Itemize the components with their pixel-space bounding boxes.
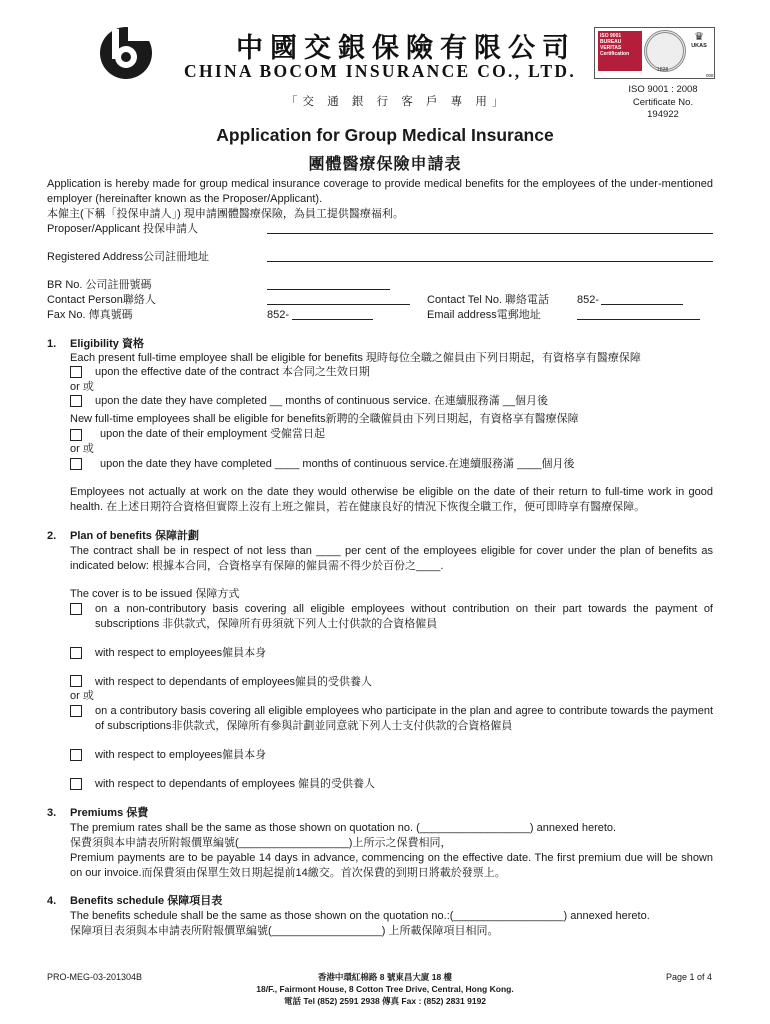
company-name-en: CHINA BOCOM INSURANCE CO., LTD. [184,61,577,81]
section-3-heading: Premiums 保費 [70,807,149,819]
br-field[interactable] [267,289,390,290]
eligibility-months-checkbox[interactable] [70,395,82,407]
section-4-heading: Benefits schedule 保障項目表 [70,895,223,907]
new-months-checkbox[interactable] [70,458,82,470]
non-contributory-checkbox[interactable] [70,603,82,615]
certificate-number: Certificate No. 194922 [632,96,694,120]
address-cn: 香港中環紅棉路 8 號東昌大廈 18 樓 [317,972,453,982]
benefits-schedule-cn: 保障項目表須與本申請表所附報價單編號(__________________) 上所載保障項目相同。 [70,925,499,937]
bureau-veritas-seal-icon [644,30,686,72]
non-contrib-dependants-checkbox[interactable] [70,675,82,687]
ukas-logo [688,31,710,49]
intro-en: Application is hereby made for group medical insurance coverage to provide medical benefits for the employees of the under-mentioned employer (hereinafter known as the Proposer/Applicant). [47,178,713,205]
section-2-heading: Plan of benefits 保障計劃 [70,530,199,542]
certification-logos [594,27,715,79]
proposer-field[interactable] [267,233,713,234]
tel-prefix: 852- [577,294,600,306]
form-title-cn: 團體醫療保險申請表 [308,156,462,173]
section-2-number: 2. [47,530,57,542]
fax-prefix: 852- [267,309,290,321]
non-contributory-label: on a non-contributory basis covering all eligible employees without contribution on their part towards the payment of subscriptions 非供款式，保障所有毋須就下列人士付供款的合資格僱員 [95,603,713,630]
seal-year: 1828 [657,67,669,73]
tel-label: Contact Tel No. 聯絡電話 [427,294,550,306]
fax-label: Fax No. 傳真號碼 [47,309,133,321]
benefits-schedule-text: The benefits schedule shall be the same as those shown on the quotation no.:(__________________) annexed hereto. [70,910,650,922]
eligibility-new-text: New full-time employees shall be eligible for benefits新聘的全職僱員由下列日期起，有資格享有醫療保障 [70,413,579,425]
br-label: BR No. 公司註冊號碼 [47,279,152,291]
section-1-number: 1. [47,338,57,350]
address-en: 18/F., Fairmont House, 8 Cotton Tree Drive, Central, Hong Kong. [256,984,514,994]
contact-person-field[interactable] [267,304,410,305]
eligibility-note: Employees not actually at work on the date they would otherwise be eligible on the date of their return to full-time work in good health. 在上述日期符合資格但實際上沒有上班之僱員，若在健康良好的情況下恢復全職工作，便可即時享有醫療保障。 [70,486,713,513]
eligibility-present-text: Each present full-time employee shall be eligible for benefits 現時每位全職之僱員由下列日期起，有資格享有醫療保障 [70,352,641,364]
crown-icon: ♛ [694,31,704,43]
or-text: or 或 [70,690,94,702]
iso-standard: ISO 9001 : 2008 [628,84,698,95]
company-name-cn: 中國交銀保險有限公司 [236,33,576,64]
premium-quotation-text: The premium rates shall be the same as those shown on quotation no. (__________________) annexed hereto. [70,822,617,834]
eligibility-effective-date-checkbox[interactable] [70,366,82,378]
fax-field[interactable] [292,319,373,320]
or-text: or 或 [70,443,94,455]
address-field[interactable] [267,261,713,262]
email-label: Email address電郵地址 [427,309,541,321]
bocom-logo-icon [98,25,154,81]
proposer-label: Proposer/Applicant 投保申請人 [47,223,198,235]
new-months-label: upon the date they have completed ____ months of continuous service.在連續服務滿 ____個月後 [100,458,575,470]
non-contrib-dependants-label: with respect to dependants of employees僱員的受供養人 [95,676,372,688]
contrib-employees-checkbox[interactable] [70,749,82,761]
non-contrib-employees-label: with respect to employees僱員本身 [95,647,267,659]
address-label: Registered Address公司註冊地址 [47,251,209,263]
company-motto: 「交 通 銀 行 客 戶 專 用」 [286,96,509,108]
cover-issued-text: The cover is to be issued 保障方式 [70,588,240,600]
premium-payment-text: Premium payments are to be payable 14 days in advance, commencing on the effective date. The first premium due will be shown on our invoice.而保費須由保單生效日期起提前14繳交。首次保費的到期日將載於發票上。 [70,852,713,879]
new-employment-date-checkbox[interactable] [70,429,82,441]
page-number: Page 1 of 4 [665,972,712,982]
section-3-number: 3. [47,807,57,819]
intro-cn: 本僱主(下稱「投保申請人」) 現申請團體醫療保險，為員工提供醫療福利。 [47,208,404,220]
new-employment-date-label: upon the date of their employment 受僱當日起 [100,428,325,440]
form-code: PRO-MEG-03-201304B [47,972,143,982]
tel-field[interactable] [601,304,683,305]
contact-numbers: 電話 Tel (852) 2591 2938 傳真 Fax : (852) 2831 9192 [283,996,487,1006]
email-field[interactable] [577,319,700,320]
section-1-heading: Eligibility 資格 [70,338,144,350]
contributory-label: on a contributory basis covering all eligible employees who participate in the plan and agree to contribute towards the payment of subscriptions非供款式，保障所有參與計劃並同意就下列人士支付供款的合資格僱員 [95,705,713,732]
section-4-number: 4. [47,895,57,907]
contrib-employees-label: with respect to employees僱員本身 [95,749,267,761]
premium-quotation-cn: 保費須與本申請表所附報價單編號(__________________)上所示之保費相同， [70,837,452,849]
eligibility-months-label: upon the date they have completed __ months of continuous service. 在連續服務滿 __個月後 [95,395,549,407]
form-title-en: Application for Group Medical Insurance [216,125,554,145]
contrib-dependants-checkbox[interactable] [70,778,82,790]
bureau-veritas-logo: ISO 9001 BUREAU VERITAS Certification [598,31,642,71]
cert-code: 008 [706,73,714,78]
eligibility-effective-date-label: upon the effective date of the contract 本合同之生效日期 [95,366,370,378]
contact-person-label: Contact Person聯絡人 [47,294,156,306]
plan-percentage-text: The contract shall be in respect of not less than ____ per cent of the employees eligible for cover under the plan of benefits as indicated below: 根據本合同，合資格享有保障的僱員需不得少於百份之____. [70,545,713,572]
ukas-label: UKAS [691,43,707,49]
or-text: or 或 [70,381,94,393]
contributory-checkbox[interactable] [70,705,82,717]
contrib-dependants-label: with respect to dependants of employees 僱員的受供養人 [95,778,376,790]
non-contrib-employees-checkbox[interactable] [70,647,82,659]
iso-info [617,84,709,122]
